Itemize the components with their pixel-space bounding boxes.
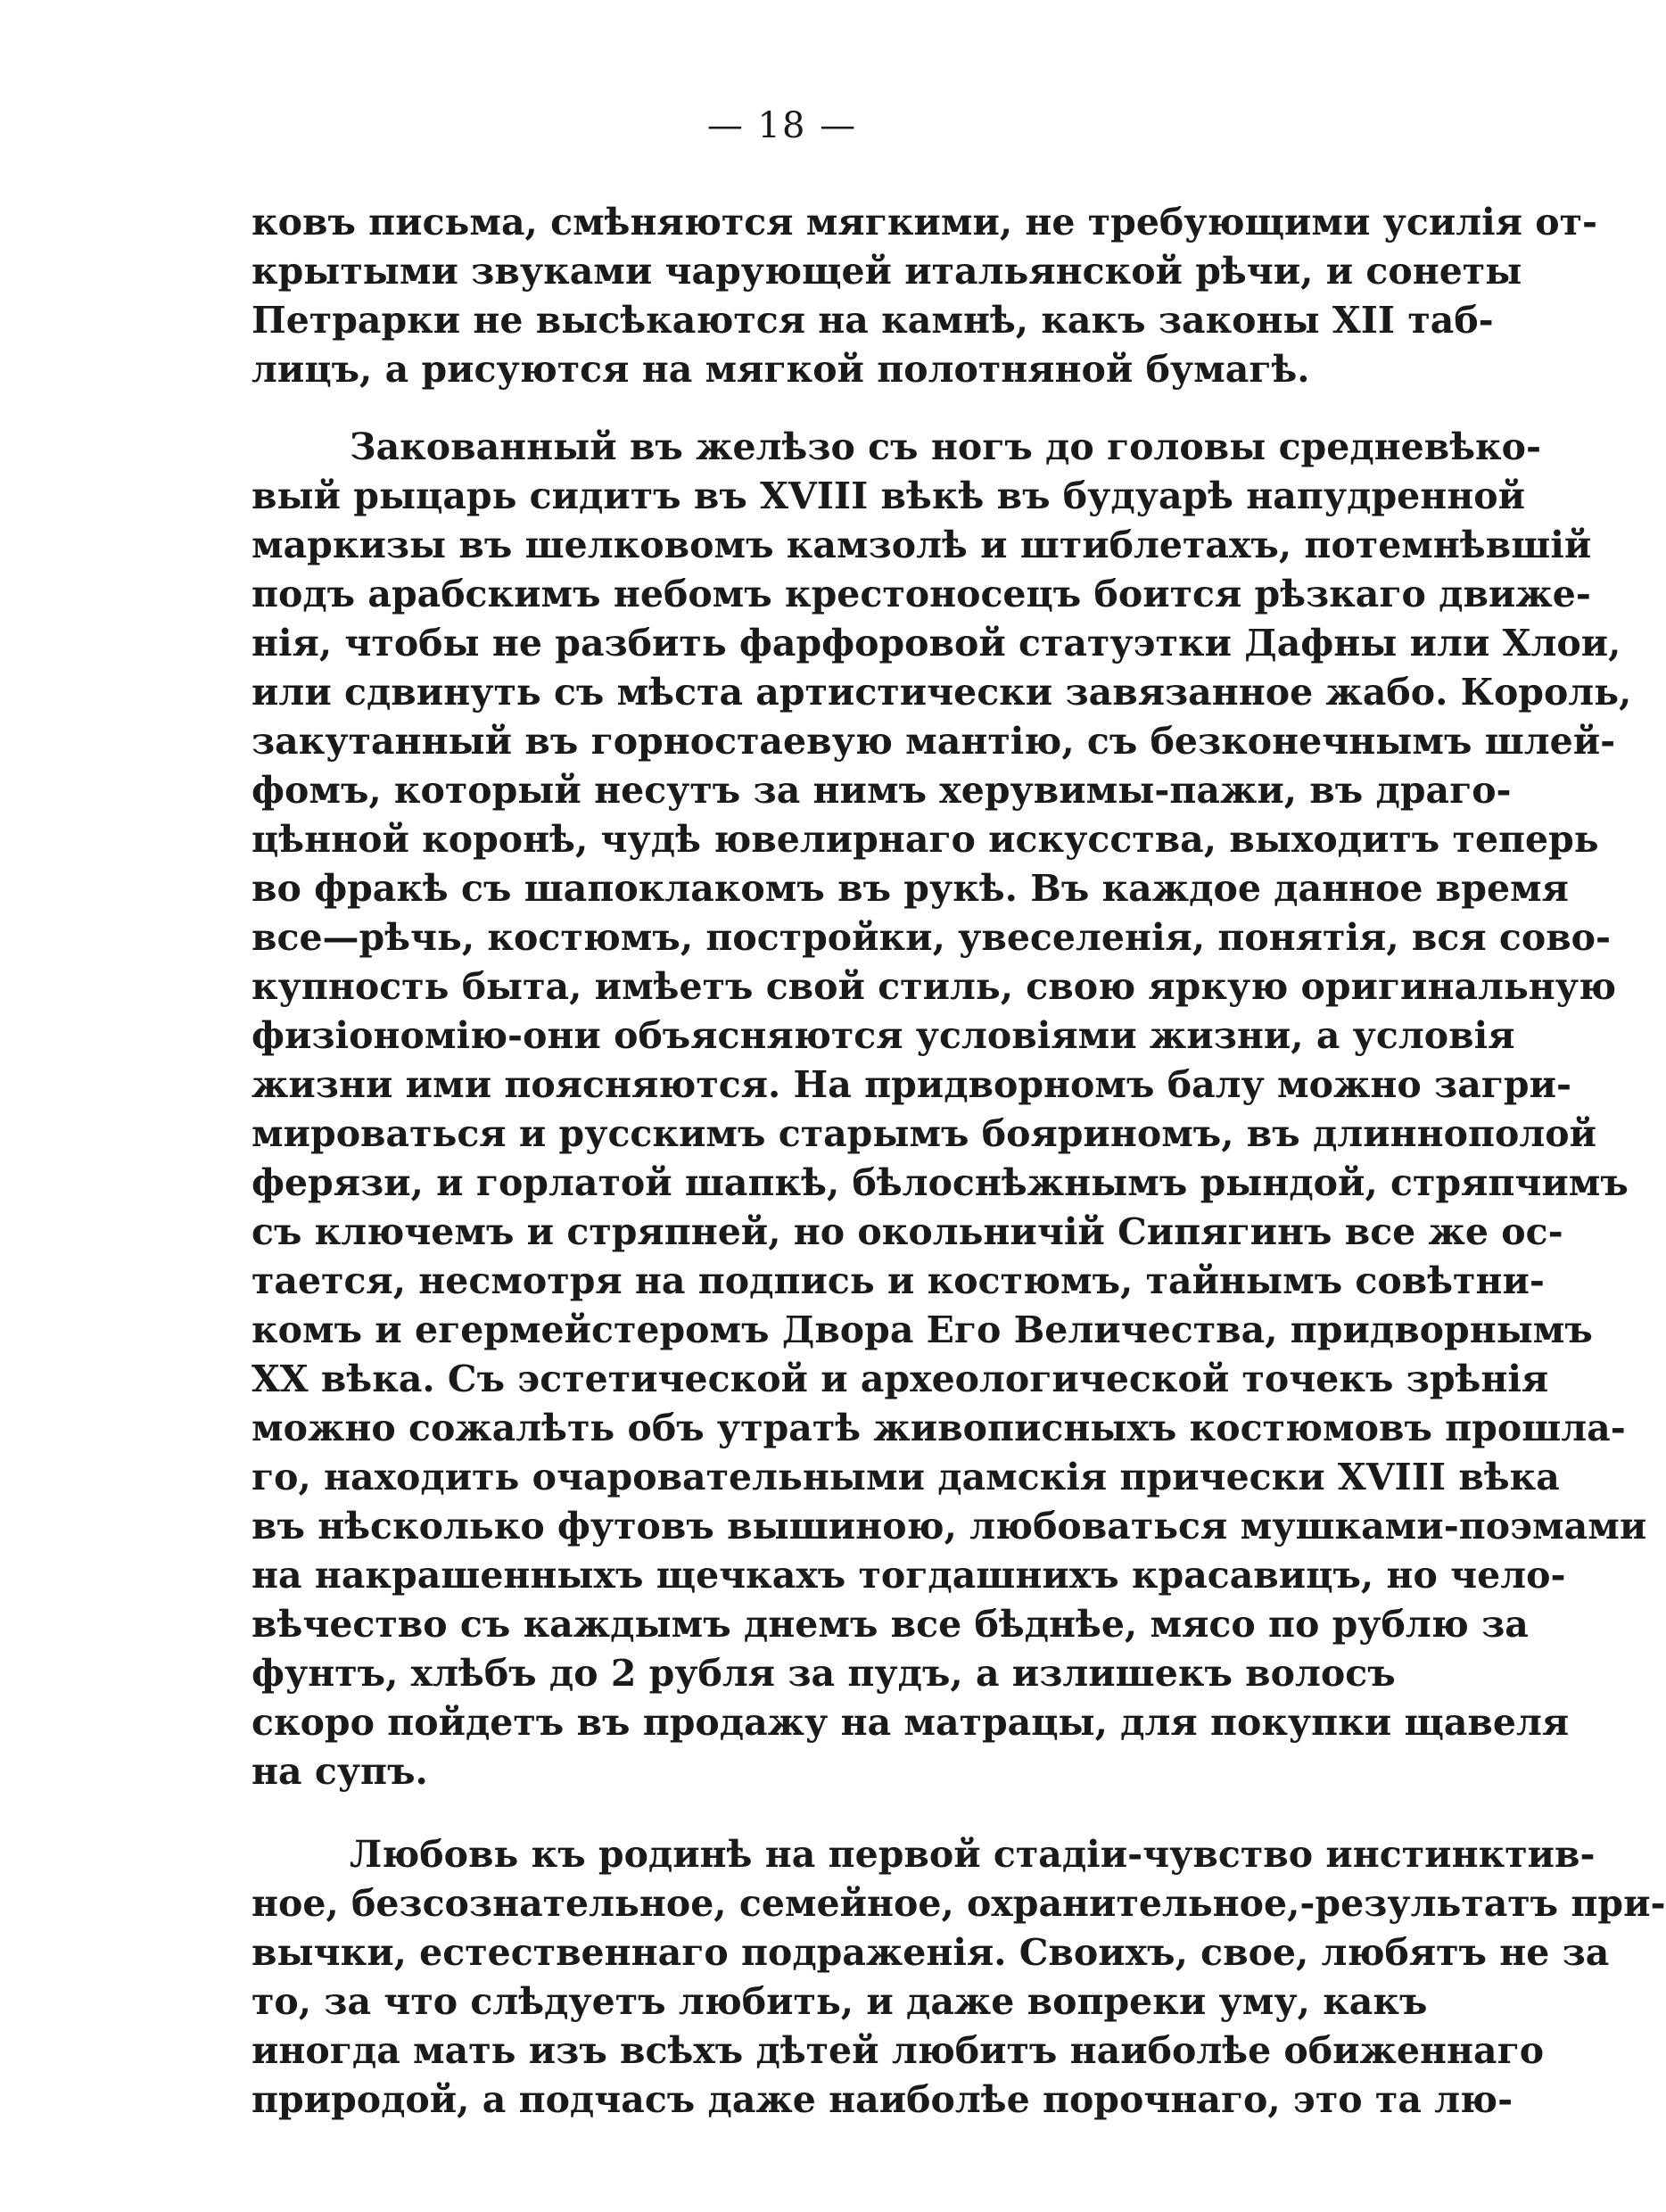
text-line: иногда мать изъ всѣхъ дѣтей любитъ наиболѣе обиженнаго <box>252 2029 1545 2072</box>
text-line: или сдвинуть съ мѣста артистически завязанное жабо. Король, <box>252 671 1632 714</box>
text-line: во фракѣ съ шапоклакомъ въ рукѣ. Въ каждое данное время <box>252 867 1569 910</box>
text-line: го, находить очаровательными дамскія прически XVIII вѣка <box>252 1456 1560 1498</box>
text-line: ферязи, и горлатой шапкѣ, бѣлоснѣжнымъ рындой, стряпчимъ <box>252 1161 1629 1204</box>
text-line: XX вѣка. Съ эстетической и археологической точекъ зрѣнія <box>252 1358 1549 1400</box>
text-line: можно сожалѣть объ утратѣ живописныхъ костюмовъ прошла- <box>252 1407 1626 1449</box>
text-line: комъ и егермейстеромъ Двора Его Величества, придворнымъ <box>252 1308 1593 1351</box>
text-line: все—рѣчь, костюмъ, постройки, увеселенія, понятія, вся сово- <box>252 916 1612 959</box>
text-line: закутанный въ горностаевую мантію, съ безконечнымъ шлей- <box>252 720 1616 763</box>
text-line: жизни ими поясняются. На придворномъ балу можно загри- <box>252 1063 1572 1106</box>
text-line: на накрашенныхъ щечкахъ тогдашнихъ красавицъ, но чело- <box>252 1554 1566 1597</box>
text-line: мироваться и русскимъ старымъ бояриномъ, въ длиннополой <box>252 1112 1597 1155</box>
paragraph-2 <box>252 423 1647 1796</box>
page-number: — 18 — <box>706 105 858 146</box>
text-line: подъ арабскимъ небомъ крестоносецъ боится рѣзкаго движе- <box>252 573 1591 615</box>
text-line: купность быта, имѣетъ свой стиль, свою яркую оригинальную <box>252 965 1617 1008</box>
paragraph-3 <box>252 1830 1666 2125</box>
text-line: скоро пойдетъ въ продажу на матрацы, для покупки щавеля <box>252 1701 1570 1744</box>
text-line: нія, чтобы не разбить фарфоровой статуэтки Дафны или Хлои, <box>252 622 1621 664</box>
text-line: съ ключемъ и стряпней, но окольничій Сипягинъ все же ос- <box>252 1210 1563 1253</box>
text-line: природой, а подчасъ даже наиболѣе порочнаго, это та лю- <box>252 2078 1513 2121</box>
text-line: тается, несмотря на подпись и костюмъ, тайнымъ совѣтни- <box>252 1259 1545 1302</box>
text-line: вый рыцарь сидитъ въ XVIII вѣкѣ въ будуарѣ напудренной <box>252 475 1525 517</box>
text-line: цѣнной коронѣ, чудѣ ювелирнаго искусства, выходитъ теперь <box>252 818 1599 861</box>
text-line: ное, безсознательное, семейное, охранительное,-результатъ при- <box>252 1882 1666 1925</box>
text-line: то, за что слѣдуетъ любить, и даже вопреки уму, какъ <box>252 1980 1428 2023</box>
text-line: Любовь къ родинѣ на первой стадіи-чувство инстинктив- <box>350 1833 1596 1876</box>
text-line: крытыми звуками чарующей итальянской рѣчи, и сонеты <box>252 250 1522 293</box>
text-line: въ нѣсколько футовъ вышиною, любоваться мушками-поэмами <box>252 1505 1647 1548</box>
text-line: фунтъ, хлѣбъ до 2 рубля за пудъ, а излишекъ волосъ <box>252 1652 1396 1695</box>
text-line: маркизы въ шелковомъ камзолѣ и штиблетахъ, потемнѣвшій <box>252 524 1592 566</box>
text-line: ковъ письма, смѣняются мягкими, не требующими усилія от- <box>252 201 1598 243</box>
paragraph-1 <box>252 198 1598 394</box>
text-line: фомъ, который несутъ за нимъ херувимы-пажи, въ драго- <box>252 769 1512 812</box>
text-line: Петрарки не высѣкаются на камнѣ, какъ законы XII таб- <box>252 299 1494 342</box>
text-line: Закованный въ желѣзо съ ногъ до головы средневѣко- <box>350 425 1542 468</box>
text-line: физіономію-они объясняются условіями жизни, а условія <box>252 1014 1515 1057</box>
text-line: вычки, естественнаго подраженія. Своихъ, свое, любятъ не за <box>252 1931 1610 1974</box>
text-line: на супъ. <box>252 1750 428 1793</box>
text-line: лицъ, а рисуются на мягкой полотняной бумагѣ. <box>252 348 1310 391</box>
text-line: вѣчество съ каждымъ днемъ все бѣднѣе, мясо по рублю за <box>252 1603 1529 1646</box>
